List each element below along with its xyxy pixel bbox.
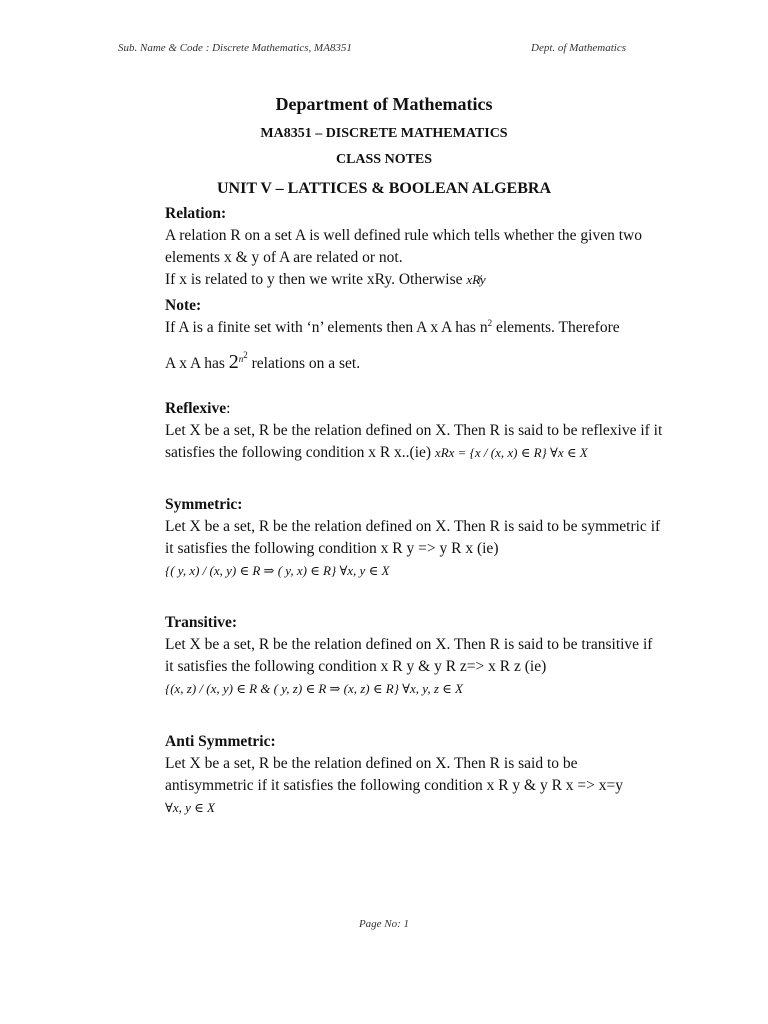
header-subject: Sub. Name & Code : Discrete Mathematics, MA8351 [118,42,352,54]
page-number: Page No: 1 [358,918,410,930]
reflexive-section [165,398,662,464]
reflexive-heading: Reflexive: [165,400,231,417]
antisymmetric-line-1: Let X be a set, R be the relation defined on X. Then R is said to be [165,755,578,772]
transitive-formula: {(x, z) / (x, y) ∈ R & ( y, z) ∈ R ⇒ (x, z) ∈ R} ∀x, y, z ∈ X [165,681,463,696]
reflexive-line-1: Let X be a set, R be the relation defined on X. Then R is said to be reflexive if it [165,422,663,439]
relation-line-2: elements x & y of A are related or not. [165,249,403,266]
reflexive-formula: xRx = {x / (x, x) ∈ R} ∀x ∈ X [434,445,588,460]
note-heading: Note: [165,297,202,314]
note-section [165,295,620,375]
transitive-section [165,612,652,700]
antisymmetric-line-2: antisymmetric if it satisfies the following condition x R y & y R x => x=y [165,777,624,794]
note-line-2: A x A has $2^{n^2}$ relations on a set. [165,349,361,373]
unit-title: UNIT V – LATTICES & BOOLEAN ALGEBRA [216,180,551,197]
header-department: Dept. of Mathematics [531,42,627,54]
relation-heading: Relation: [165,205,227,222]
symmetric-formula: {( y, x) / (x, y) ∈ R ⇒ ( y, x) ∈ R} ∀x, y ∈ X [165,563,390,578]
course-title: MA8351 – DISCRETE MATHEMATICS [260,126,508,141]
symmetric-line-1: Let X be a set, R be the relation defined on X. Then R is said to be symmetric if [165,518,661,535]
symmetric-line-2: it satisfies the following condition x R y => y R x (ie) [165,540,499,557]
relation-line-1: A relation R on a set A is well defined rule which tells whether the given two [165,227,642,244]
transitive-line-1: Let X be a set, R be the relation defined on X. Then R is said to be transitive if [165,636,653,653]
antisymmetric-heading: Anti Symmetric: [165,733,276,750]
reflexive-line-2: satisfies the following condition x R x..(ie) xRx = {x / (x, x) ∈ R} ∀x ∈ X [165,444,588,461]
not-related-symbol: xR̸y [466,272,486,287]
symmetric-section [165,494,660,582]
transitive-line-2: it satisfies the following condition x R y & y R z=> x R z (ie) [165,658,547,675]
relation-section [165,203,642,291]
antisymmetric-formula: ∀x, y ∈ X [165,800,215,815]
symmetric-heading: Symmetric: [165,496,243,513]
antisymmetric-section [165,731,623,819]
transitive-heading: Transitive: [165,614,238,631]
relation-line-3: If x is related to y then we write xRy. Otherwise xR̸y [165,271,486,288]
note-line-1: If A is a finite set with ‘n’ elements then A x A has $n^2$ elements. Therefore [165,317,620,336]
department-title: Department of Mathematics [275,94,493,114]
class-notes-title: CLASS NOTES [335,152,433,167]
